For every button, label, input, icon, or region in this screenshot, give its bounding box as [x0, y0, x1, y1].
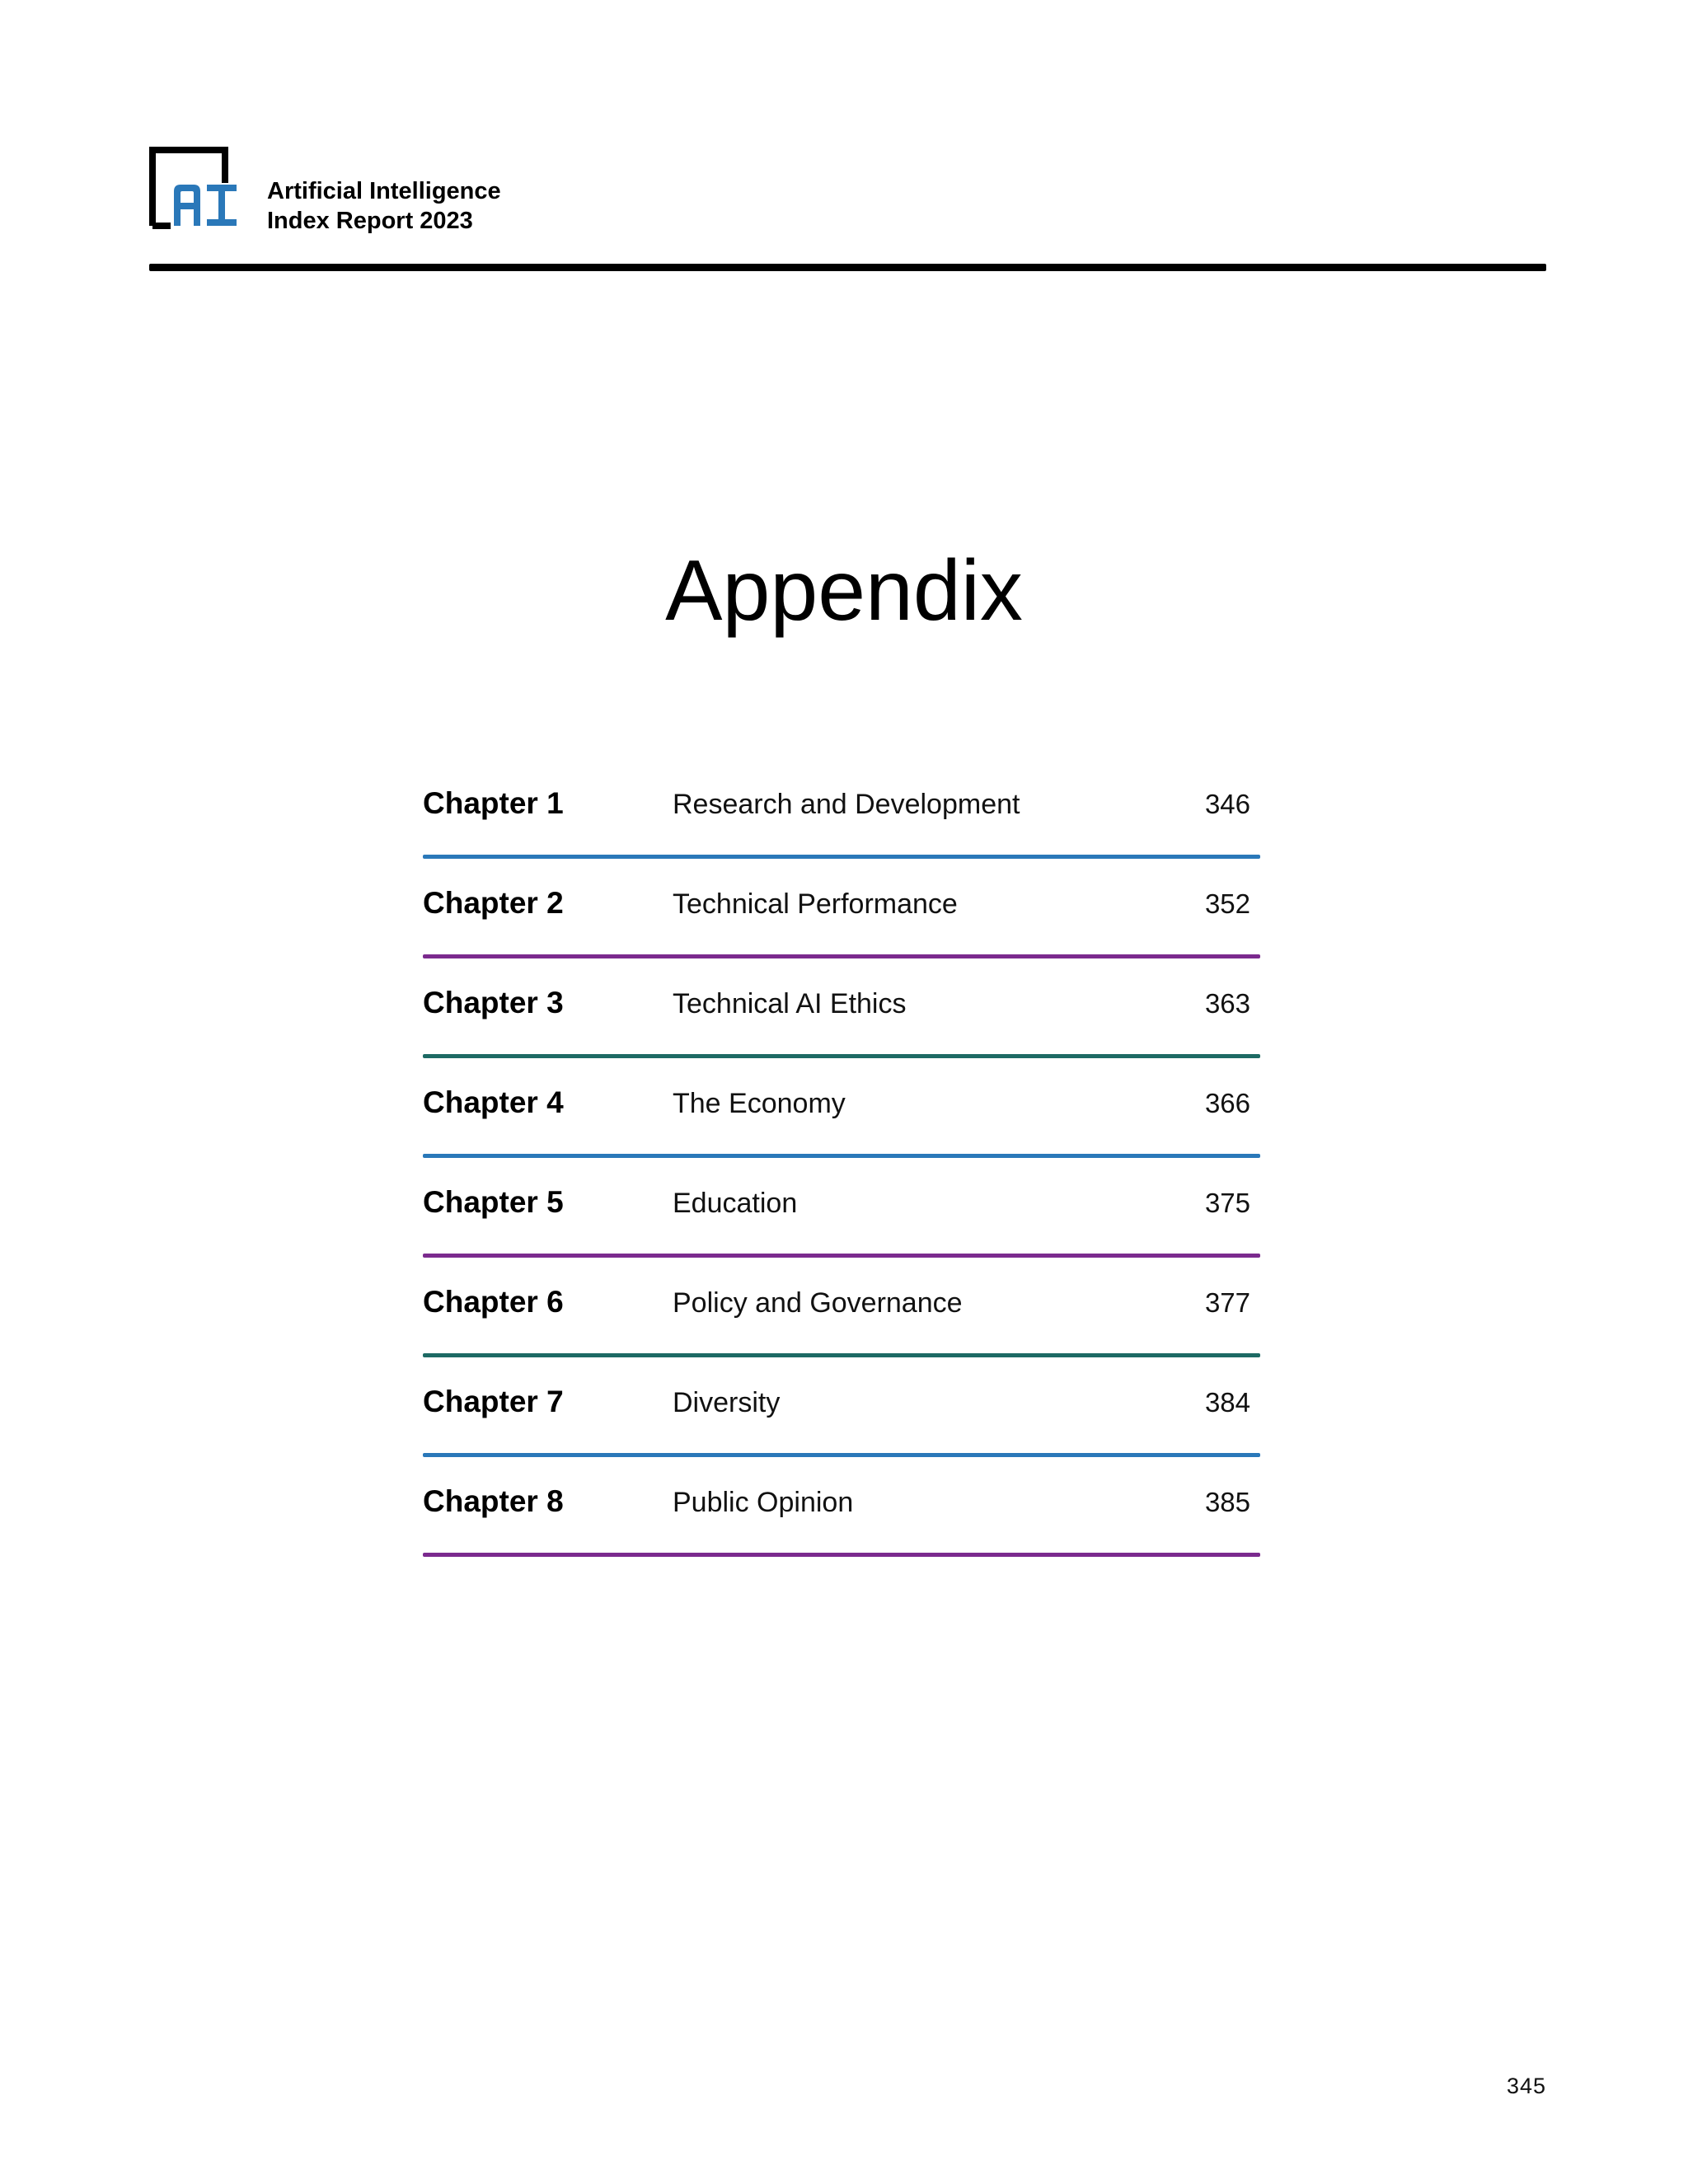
toc-page-number: 377: [1204, 1287, 1250, 1318]
toc-divider: [423, 1553, 1260, 1557]
toc-row[interactable]: [423, 1456, 1260, 1556]
toc-chapter-title[interactable]: Technical AI Ethics: [673, 988, 907, 1019]
toc-row[interactable]: [423, 1357, 1260, 1456]
toc-chapter-label: Chapter 5: [423, 1185, 564, 1219]
toc-row[interactable]: [423, 1257, 1260, 1357]
toc-chapter-label: Chapter 7: [423, 1385, 564, 1418]
toc-row[interactable]: [423, 758, 1260, 858]
report-title-line1: Artificial Intelligence: [267, 178, 501, 204]
toc-page-number: 385: [1204, 1487, 1250, 1517]
toc-chapter-label: Chapter 4: [423, 1085, 564, 1119]
toc-chapter-title[interactable]: Technical Performance: [673, 888, 958, 920]
ai-index-logo-icon: [149, 147, 240, 229]
toc-row[interactable]: [423, 1157, 1260, 1257]
toc-chapter-label: Chapter 6: [423, 1285, 564, 1319]
toc-row[interactable]: [423, 1057, 1260, 1157]
toc-chapter-title[interactable]: Research and Development: [673, 789, 1020, 820]
toc-chapter-label: Chapter 8: [423, 1484, 564, 1518]
report-header: [149, 147, 1546, 270]
page-title: Appendix: [665, 543, 1023, 639]
toc-chapter-title[interactable]: Education: [673, 1188, 798, 1219]
toc-list: [423, 758, 1260, 1556]
report-title: [267, 176, 501, 236]
toc-chapter-label: Chapter 3: [423, 986, 564, 1019]
toc-chapter-title[interactable]: Policy and Governance: [673, 1287, 963, 1319]
toc-page-number: 346: [1204, 789, 1250, 819]
toc-chapter-title[interactable]: Diversity: [673, 1387, 781, 1418]
toc-page-number: 384: [1204, 1387, 1250, 1418]
toc-row[interactable]: [423, 958, 1260, 1057]
toc-chapter-title[interactable]: Public Opinion: [673, 1487, 854, 1518]
toc-chapter-label: Chapter 1: [423, 786, 564, 820]
toc-page-number: 352: [1204, 888, 1250, 919]
header-divider: [149, 264, 1546, 271]
toc-chapter-label: Chapter 2: [423, 886, 564, 920]
toc-chapter-title[interactable]: The Economy: [673, 1088, 846, 1119]
toc-page-number: 363: [1204, 988, 1250, 1019]
toc-page-number: 375: [1204, 1188, 1250, 1218]
toc-row[interactable]: [423, 858, 1260, 958]
report-title-line2: Index Report 2023: [267, 208, 473, 234]
toc-page-number: 366: [1204, 1088, 1250, 1118]
page-number: 345: [1506, 2074, 1546, 2098]
